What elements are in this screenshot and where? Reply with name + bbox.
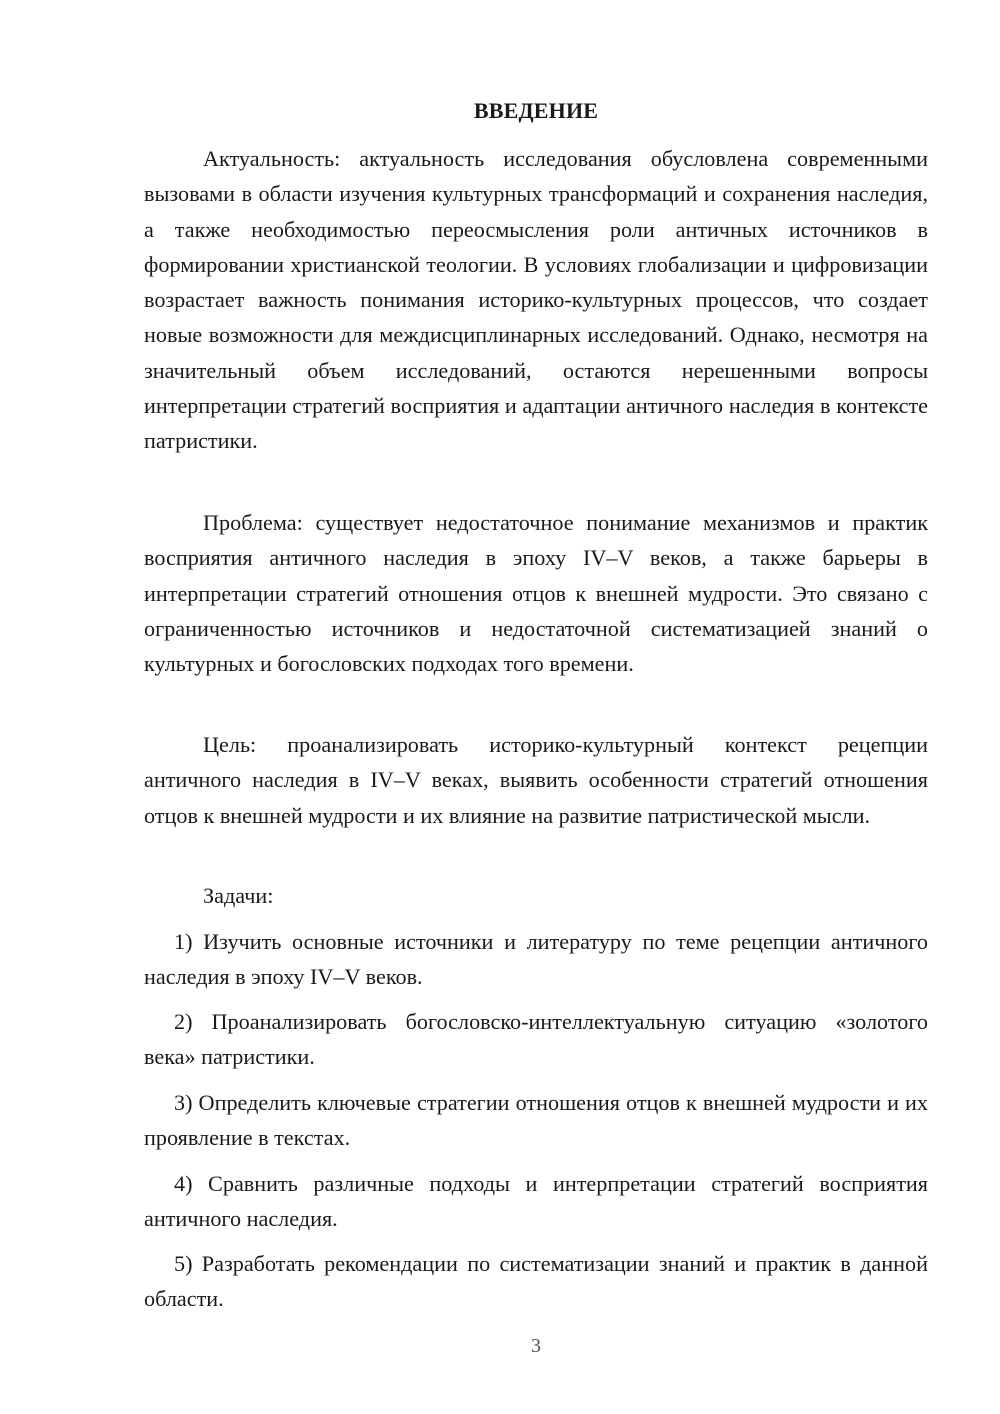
section-heading: ВВЕДЕНИЕ [473, 98, 599, 123]
document-page [144, 0, 928, 1414]
task-item: 1) Изучить основные источники и литературу по теме рецепции античного наследия в эпоху IV–V веков. [144, 929, 928, 990]
task-item: 5) Разработать рекомендации по систематизации знаний и практик в данной области. [144, 1251, 928, 1312]
relevance-paragraph: Актуальность: актуальность исследования обусловлена современными вызовами в области изучения культурных трансформаций и сохранения наследия, а также необходимостью переосмысления роли античных источников в формировании христианской теологии. В условиях глобализации и цифровизации возрастает важность понимания историко-культурных процессов, что создает новые возможности для междисциплинарных исследований. Однако, несмотря на значительный объем исследований, остаются нерешенными вопросы интерпретации стратегий восприятия и адаптации античного наследия в контексте патристики. [144, 146, 928, 454]
tasks-label: Задачи: [203, 883, 274, 908]
problem-paragraph: Проблема: существует недостаточное понимание механизмов и практик восприятия античного наследия в эпоху IV–V веков, а также барьеры в интерпретации стратегий отношения отцов к внешней мудрости. Это связано с ограниченностью источников и недостаточной систематизацией знаний о культурных и богословских подходах того времени. [144, 510, 928, 677]
task-item: 4) Сравнить различные подходы и интерпретации стратегий восприятия античного наследия. [144, 1171, 928, 1232]
task-item: 2) Проанализировать богословско-интеллектуальную ситуацию «золотого века» патристики. [144, 1009, 928, 1070]
task-item: 3) Определить ключевые стратегии отношения отцов к внешней мудрости и их проявление в текстах. [144, 1090, 928, 1151]
goal-paragraph: Цель: проанализировать историко-культурный контекст рецепции античного наследия в IV–V веках, выявить особенности стратегий отношения отцов к внешней мудрости и их влияние на развитие патристической мысли. [144, 732, 928, 828]
page-number: 3 [531, 1335, 541, 1357]
